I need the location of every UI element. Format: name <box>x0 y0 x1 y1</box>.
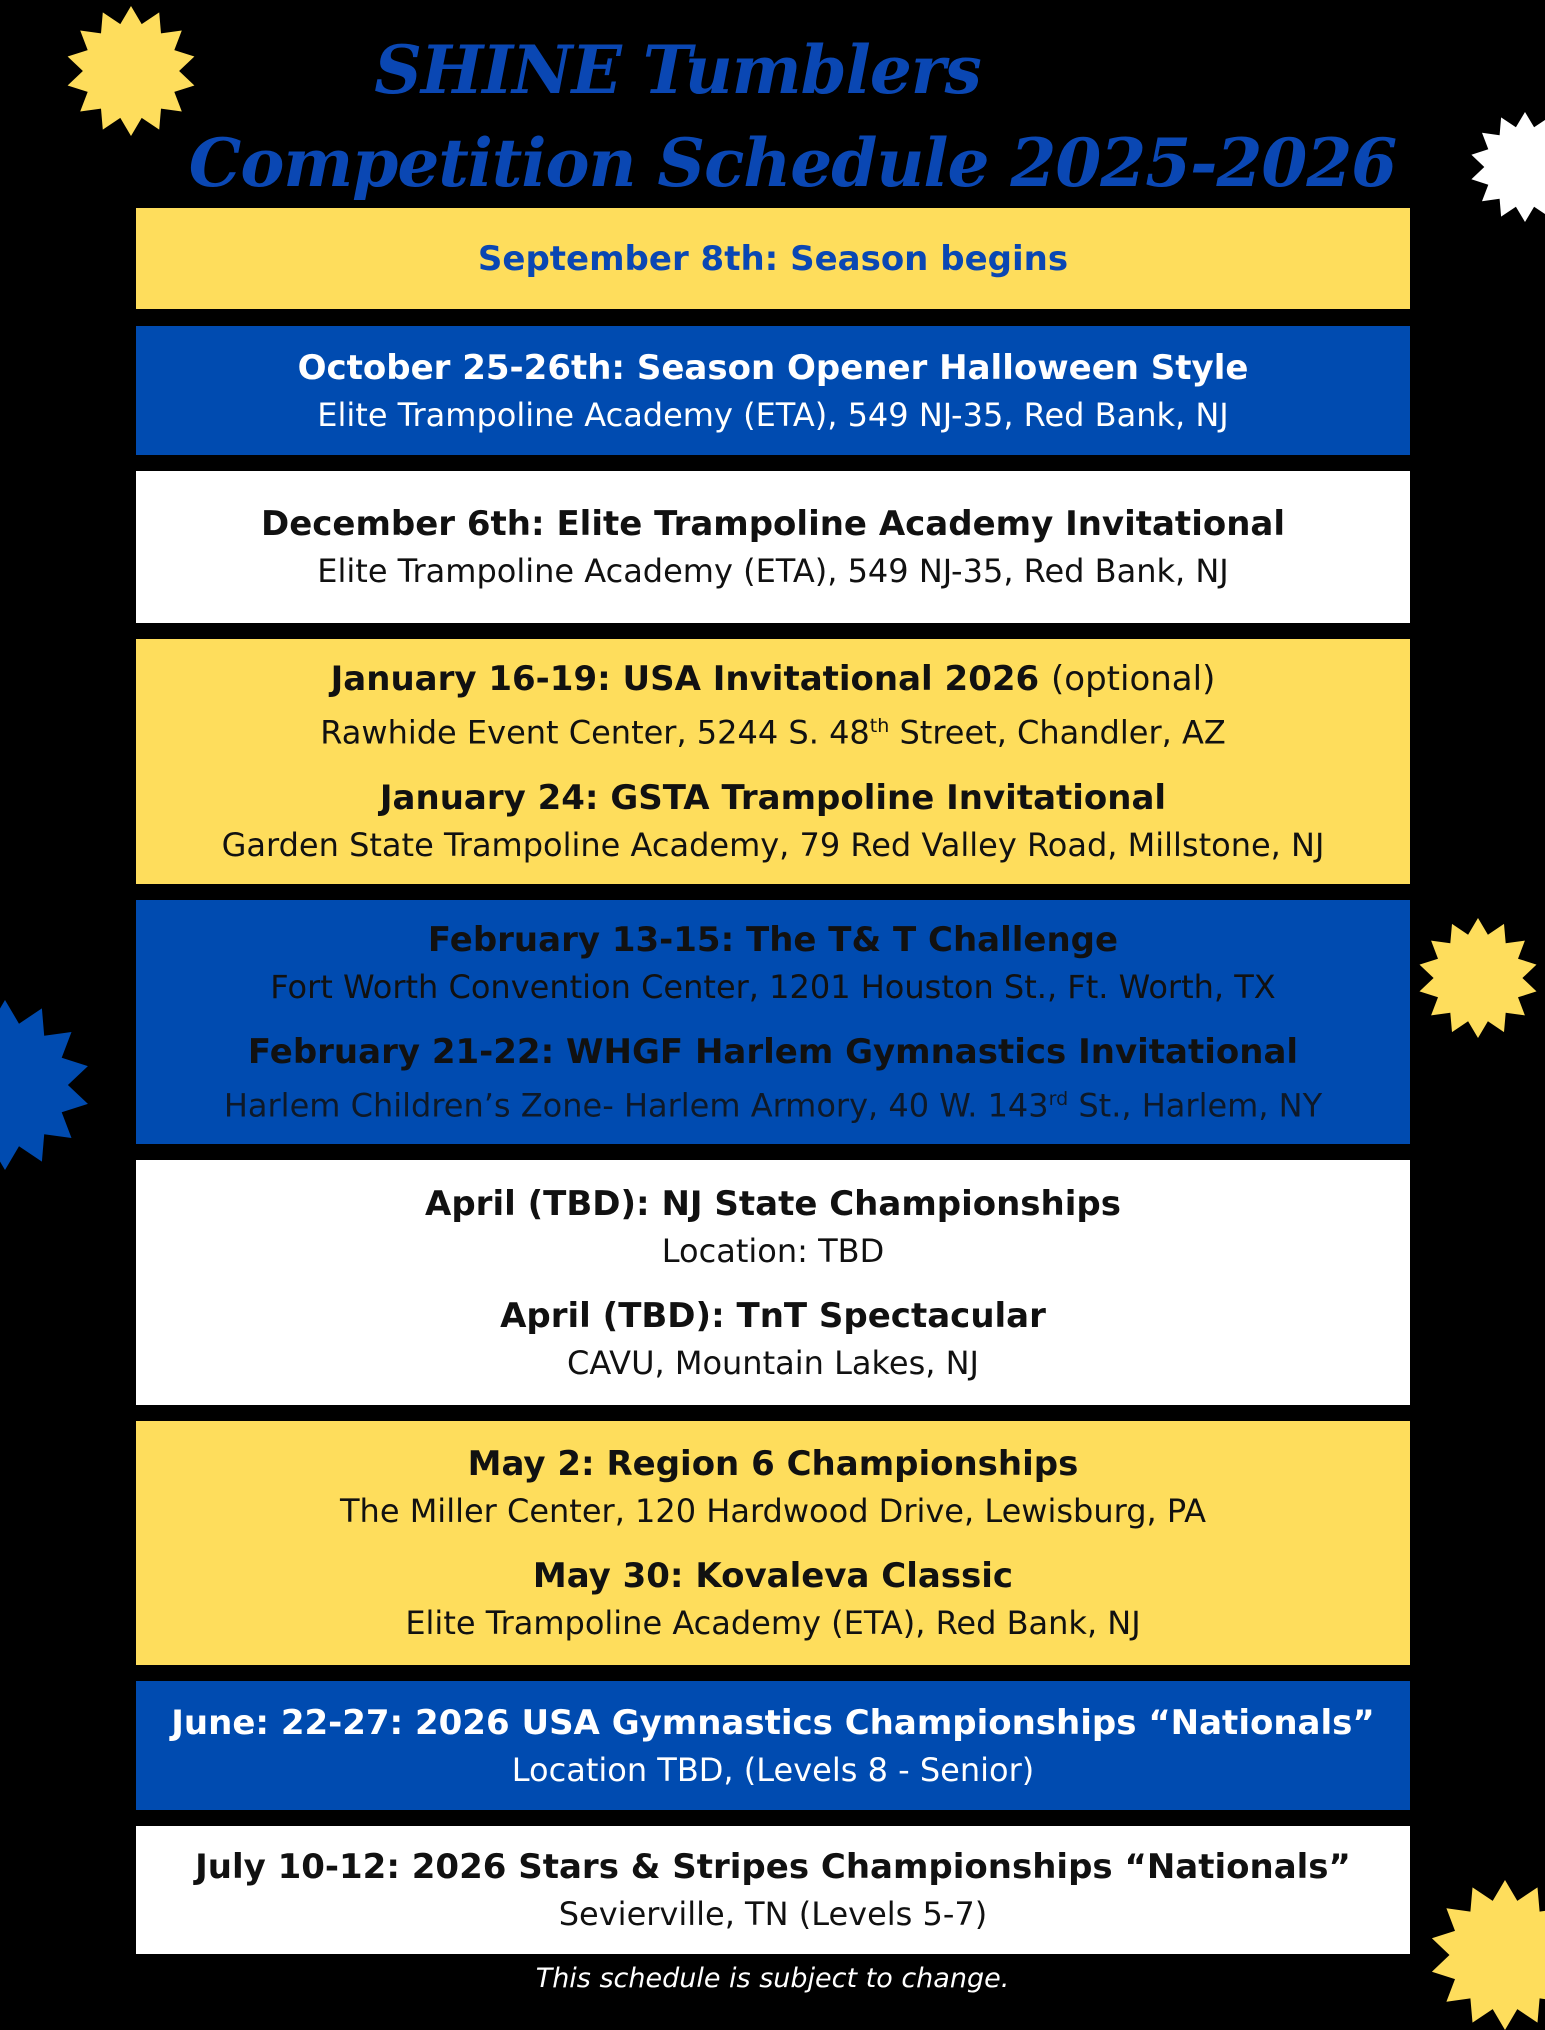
page-title: SHINE Tumblers <box>374 31 981 109</box>
event-location: CAVU, Mountain Lakes, NJ <box>566 1343 979 1382</box>
event-season-begins <box>478 235 1068 283</box>
event-nj-state <box>425 1180 1121 1274</box>
event-season-opener <box>298 344 1249 438</box>
location-text: Street, Chandler, AZ <box>889 713 1226 752</box>
event-title: October 25-26th: Season Opener Halloween Style <box>297 347 1249 388</box>
location-text: Rawhide Event Center, 5244 S. 48 <box>320 713 870 752</box>
schedule-card-july <box>136 1826 1410 1954</box>
event-usa-invitational <box>320 655 1226 756</box>
event-title: December 6th: Elite Trampoline Academy Invitational <box>260 504 1286 544</box>
event-title: June: 22-27: 2026 USA Gymnastics Championships “Nationals” <box>171 1702 1375 1743</box>
event-location: Garden State Trampoline Academy, 79 Red Valley Road, Millstone, NJ <box>221 825 1325 864</box>
event-title: January 24: GSTA Trampoline Invitational <box>379 777 1167 818</box>
starburst-icon <box>0 1000 90 1170</box>
schedule-card-april <box>136 1160 1410 1405</box>
page-subtitle: Competition Schedule 2025-2026 <box>188 124 1397 202</box>
schedule-card-october <box>136 326 1410 455</box>
event-note: (optional) <box>1051 659 1216 700</box>
event-title: July 10-12: 2026 Stars & Stripes Championships “Nationals” <box>195 1847 1351 1887</box>
event-location: Elite Trampoline Academy (ETA), 549 NJ-35, Red Bank, NJ <box>317 395 1229 434</box>
event-title: May 30: Kovaleva Classic <box>532 1556 1014 1596</box>
event-title: April (TBD): NJ State Championships <box>425 1183 1121 1224</box>
event-stars-stripes-nationals <box>195 1843 1351 1937</box>
event-title: February 21-22: WHGF Harlem Gymnastics Invitational <box>247 1031 1299 1072</box>
event-title: May 2: Region 6 Championships <box>467 1444 1079 1484</box>
schedule-card-september <box>136 208 1410 309</box>
event-tt-challenge <box>270 916 1275 1010</box>
location-text: Harlem Children’s Zone- Harlem Armory, 40 W. 143 <box>223 1086 1049 1125</box>
event-location: Location TBD, (Levels 8 - Senior) <box>511 1750 1035 1789</box>
disclaimer-note: This schedule is subject to change. <box>535 1963 1010 1994</box>
event-location: Elite Trampoline Academy (ETA), 549 NJ-35, Red Bank, NJ <box>317 552 1229 590</box>
schedule-card-june <box>136 1681 1410 1810</box>
location-text: St., Harlem, NY <box>1068 1086 1323 1125</box>
starburst-icon <box>1430 1880 1545 2030</box>
event-location <box>320 703 1226 756</box>
event-kovaleva-classic <box>405 1552 1140 1646</box>
event-eta-invitational <box>261 500 1285 594</box>
event-location: Fort Worth Convention Center, 1201 Houston St., Ft. Worth, TX <box>270 967 1276 1006</box>
event-harlem-invitational <box>224 1028 1322 1129</box>
event-title: January 16-19: USA Invitational 2026 <box>330 659 1040 700</box>
event-gsta-invitational <box>222 774 1325 868</box>
starburst-icon <box>1418 918 1538 1038</box>
event-location: The Miller Center, 120 Hardwood Drive, Lewisburg, PA <box>340 1492 1206 1530</box>
schedule-card-december <box>136 471 1410 623</box>
event-location <box>224 1076 1322 1129</box>
schedule-card-january <box>136 639 1410 884</box>
event-location: Sevierville, TN (Levels 5-7) <box>558 1895 988 1933</box>
event-region-6 <box>340 1440 1206 1534</box>
event-title: September 8th: Season begins <box>477 238 1069 279</box>
event-tnt-spectacular <box>500 1292 1046 1386</box>
event-location: Elite Trampoline Academy (ETA), Red Bank, NJ <box>405 1604 1141 1642</box>
schedule-card-february <box>136 900 1410 1144</box>
event-usa-nationals <box>171 1699 1374 1793</box>
ordinal-suffix: th <box>869 715 890 738</box>
event-title: April (TBD): TnT Spectacular <box>500 1295 1046 1336</box>
event-title: February 13-15: The T& T Challenge <box>427 919 1119 960</box>
schedule-card-may <box>136 1421 1410 1665</box>
ordinal-suffix: rd <box>1048 1087 1069 1110</box>
event-location: Location: TBD <box>661 1231 885 1270</box>
